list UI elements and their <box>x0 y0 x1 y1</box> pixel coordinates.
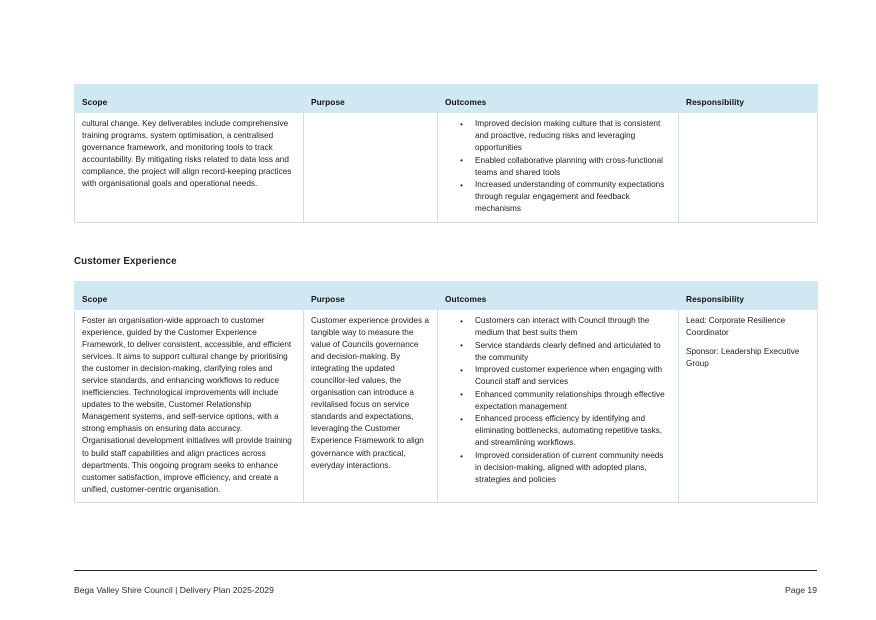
outcomes-list <box>445 118 671 215</box>
cell-purpose <box>304 113 438 223</box>
table-header-row <box>75 282 818 310</box>
list-item: • Enhanced process efficiency by identifying and eliminating bottlenecks, automating repetitive tasks, and streamlining workflows. <box>475 413 671 449</box>
cell-outcomes <box>438 113 679 223</box>
cell-outcomes <box>438 310 679 503</box>
list-item: • Increased understanding of community expectations through regular engagement and feedback mechanisms <box>475 179 671 215</box>
cell-scope <box>75 310 304 503</box>
cell-scope <box>75 113 304 223</box>
list-item: • Customers can interact with Council through the medium that best suits them <box>475 315 671 339</box>
cell-responsibility <box>679 310 818 503</box>
column-header-responsibility: Responsibility <box>679 282 818 310</box>
footer-document-title: Bega Valley Shire Council | Delivery Plan 2025-2029 <box>74 585 274 595</box>
table-header-row <box>75 85 818 113</box>
footer-divider <box>74 570 817 571</box>
column-header-responsibility: Responsibility <box>679 85 818 113</box>
column-header-scope: Scope <box>75 282 304 310</box>
section-heading-customer-experience: Customer Experience <box>74 256 177 267</box>
table-row <box>75 310 818 503</box>
table-row <box>75 113 818 223</box>
cell-purpose <box>304 310 438 503</box>
column-header-outcomes: Outcomes <box>438 85 679 113</box>
column-header-scope: Scope <box>75 85 304 113</box>
column-header-purpose: Purpose <box>304 282 438 310</box>
column-header-outcomes: Outcomes <box>438 282 679 310</box>
responsibility-lead: Lead: Corporate Resilience Coordinator <box>686 316 786 338</box>
list-item: • Enabled collaborative planning with cross-functional teams and shared tools <box>475 155 671 179</box>
outcomes-list <box>445 315 671 486</box>
governance-continuation-table <box>74 84 818 223</box>
list-item: • Improved decision making culture that is consistent and proactive, reducing risks and leveraging opportunities <box>475 118 671 154</box>
column-header-purpose: Purpose <box>304 85 438 113</box>
responsibility-sponsor: Sponsor: Leadership Executive Group <box>686 347 800 369</box>
customer-experience-table <box>74 281 818 503</box>
purpose-text: Customer experience provides a tangible way to measure the value of Councils governance and decision-making. By integrating the updated councillor-led values, the organisation can introduce a revitalised focus on service standards and expectations, leveraging the Customer Experience Framework to align governance with practical, everyday interactions. <box>311 316 429 470</box>
list-item: • Service standards clearly defined and articulated to the community <box>475 340 671 364</box>
page-number: Page 19 <box>784 585 817 595</box>
list-item: • Enhanced community relationships through effective expectation management <box>475 389 671 413</box>
list-item: • Improved consideration of current community needs in decision-making, aligned with adopted plans, strategies and policies <box>475 450 671 486</box>
page-footer <box>74 585 817 595</box>
scope-text: cultural change. Key deliverables include comprehensive training programs, system optimisation, a centralised governance framework, and monitoring tools to track accountability. By mitigating risks related to data loss and compliance, the project will align record-keeping practices with organisational goals and operational needs. <box>82 119 292 189</box>
scope-text: Foster an organisation-wide approach to customer experience, guided by the Customer Experience Framework, to deliver consistent, accessible, and efficient services. It aims to support cultural change by prioritising the customer in decision-making, clarifying roles and service standards, and enhancing workflows to reduce inefficiencies. Technological improvements will include updates to the website, Customer Relationship Management systems, and self-service options, with a strong emphasis on ensuring data accuracy. Organisational development initiatives will provide training to build staff capabilities and align practices across departments. This ongoing program seeks to enhance customer satisfaction, improve efficiency, and create a unified, customer-centric organisation. <box>82 316 292 494</box>
cell-responsibility <box>679 113 818 223</box>
list-item: • Improved customer experience when engaging with Council staff and services <box>475 364 671 388</box>
